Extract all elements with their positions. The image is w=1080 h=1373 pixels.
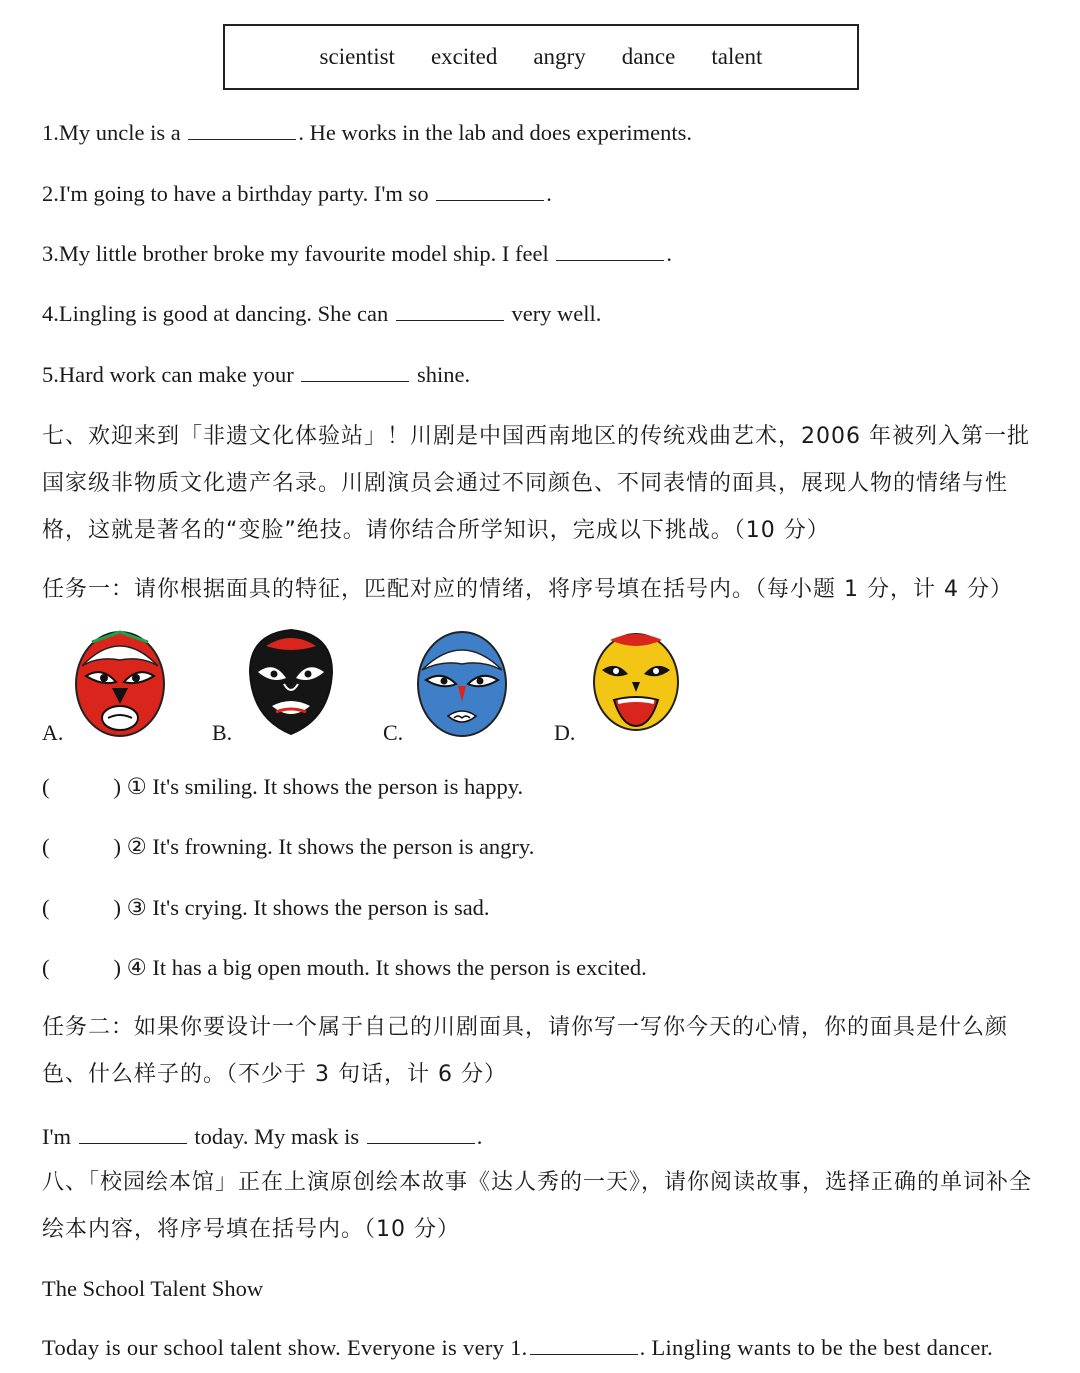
task-2-answer-line: I'm today. My mask is . bbox=[42, 1124, 483, 1149]
answer-blank[interactable] bbox=[436, 199, 544, 201]
answer-blank[interactable] bbox=[79, 1142, 187, 1144]
choice-1: ( ) ① It's smiling. It shows the person is happy. bbox=[42, 774, 524, 799]
word-bank-item: dance bbox=[621, 44, 676, 69]
yellow-opera-mask-image bbox=[590, 626, 682, 734]
question-4: 4.Lingling is good at dancing. She can very well. bbox=[42, 301, 602, 326]
answer-blank[interactable] bbox=[301, 380, 409, 382]
mask-label-d: D. bbox=[554, 720, 576, 745]
question-3: 3.My little brother broke my favourite model ship. I feel . bbox=[42, 241, 672, 266]
black-opera-mask-image bbox=[246, 626, 336, 738]
story-line-1: Today is our school talent show. Everyone is very 1. . Lingling wants to be the best dancer. bbox=[42, 1335, 994, 1360]
mask-label-c: C. bbox=[383, 720, 404, 745]
task-2-instruction: 任务二：如果你要设计一个属于自己的川剧面具，请你写一写你今天的心情，你的面具是什么颜色、什么样子的。（不少于 3 句话，计 6 分） bbox=[42, 1015, 1009, 1087]
answer-blank[interactable] bbox=[556, 259, 664, 261]
blue-opera-mask-image bbox=[414, 626, 510, 738]
section-8-heading: 八、「校园绘本馆」正在上演原创绘本故事《达人秀的一天》，请你阅读故事，选择正确的单词补全绘本内容，将序号填在括号内。（10 分） bbox=[42, 1170, 1033, 1242]
word-bank-item: angry bbox=[533, 44, 586, 69]
word-bank-item: talent bbox=[711, 44, 763, 69]
red-opera-mask-image bbox=[72, 626, 168, 738]
answer-blank[interactable] bbox=[367, 1142, 475, 1144]
answer-blank[interactable] bbox=[188, 138, 296, 140]
mask-label-a: A. bbox=[42, 720, 64, 745]
answer-blank[interactable] bbox=[396, 319, 504, 321]
choice-3: ( ) ③ It's crying. It shows the person is sad. bbox=[42, 895, 490, 920]
task-1-instruction: 任务一：请你根据面具的特征，匹配对应的情绪，将序号填在括号内。（每小题 1 分，计 4 分） bbox=[42, 577, 1013, 602]
word-bank-item: scientist bbox=[319, 44, 395, 69]
word-bank-box bbox=[223, 24, 859, 90]
choice-2: ( ) ② It's frowning. It shows the person is angry. bbox=[42, 834, 535, 859]
mask-label-b: B. bbox=[212, 720, 233, 745]
answer-blank[interactable] bbox=[530, 1353, 638, 1355]
section-7-heading: 七、欢迎来到「非遗文化体验站」！川剧是中国西南地区的传统戏曲艺术，2006 年被列入第一批国家级非物质文化遗产名录。川剧演员会通过不同颜色、不同表情的面具，展现人物的情绪与性格，这就是著名的“变脸”绝技。请你结合所学知识，完成以下挑战。（10 分） bbox=[42, 424, 1030, 543]
word-bank-item: excited bbox=[430, 44, 498, 69]
question-5: 5.Hard work can make your shine. bbox=[42, 362, 471, 387]
question-2: 2.I'm going to have a birthday party. I'm so . bbox=[42, 181, 552, 206]
story-title: The School Talent Show bbox=[42, 1276, 264, 1301]
question-1: 1.My uncle is a . He works in the lab and does experiments. bbox=[42, 120, 693, 145]
choice-4: ( ) ④ It has a big open mouth. It shows the person is excited. bbox=[42, 955, 647, 980]
